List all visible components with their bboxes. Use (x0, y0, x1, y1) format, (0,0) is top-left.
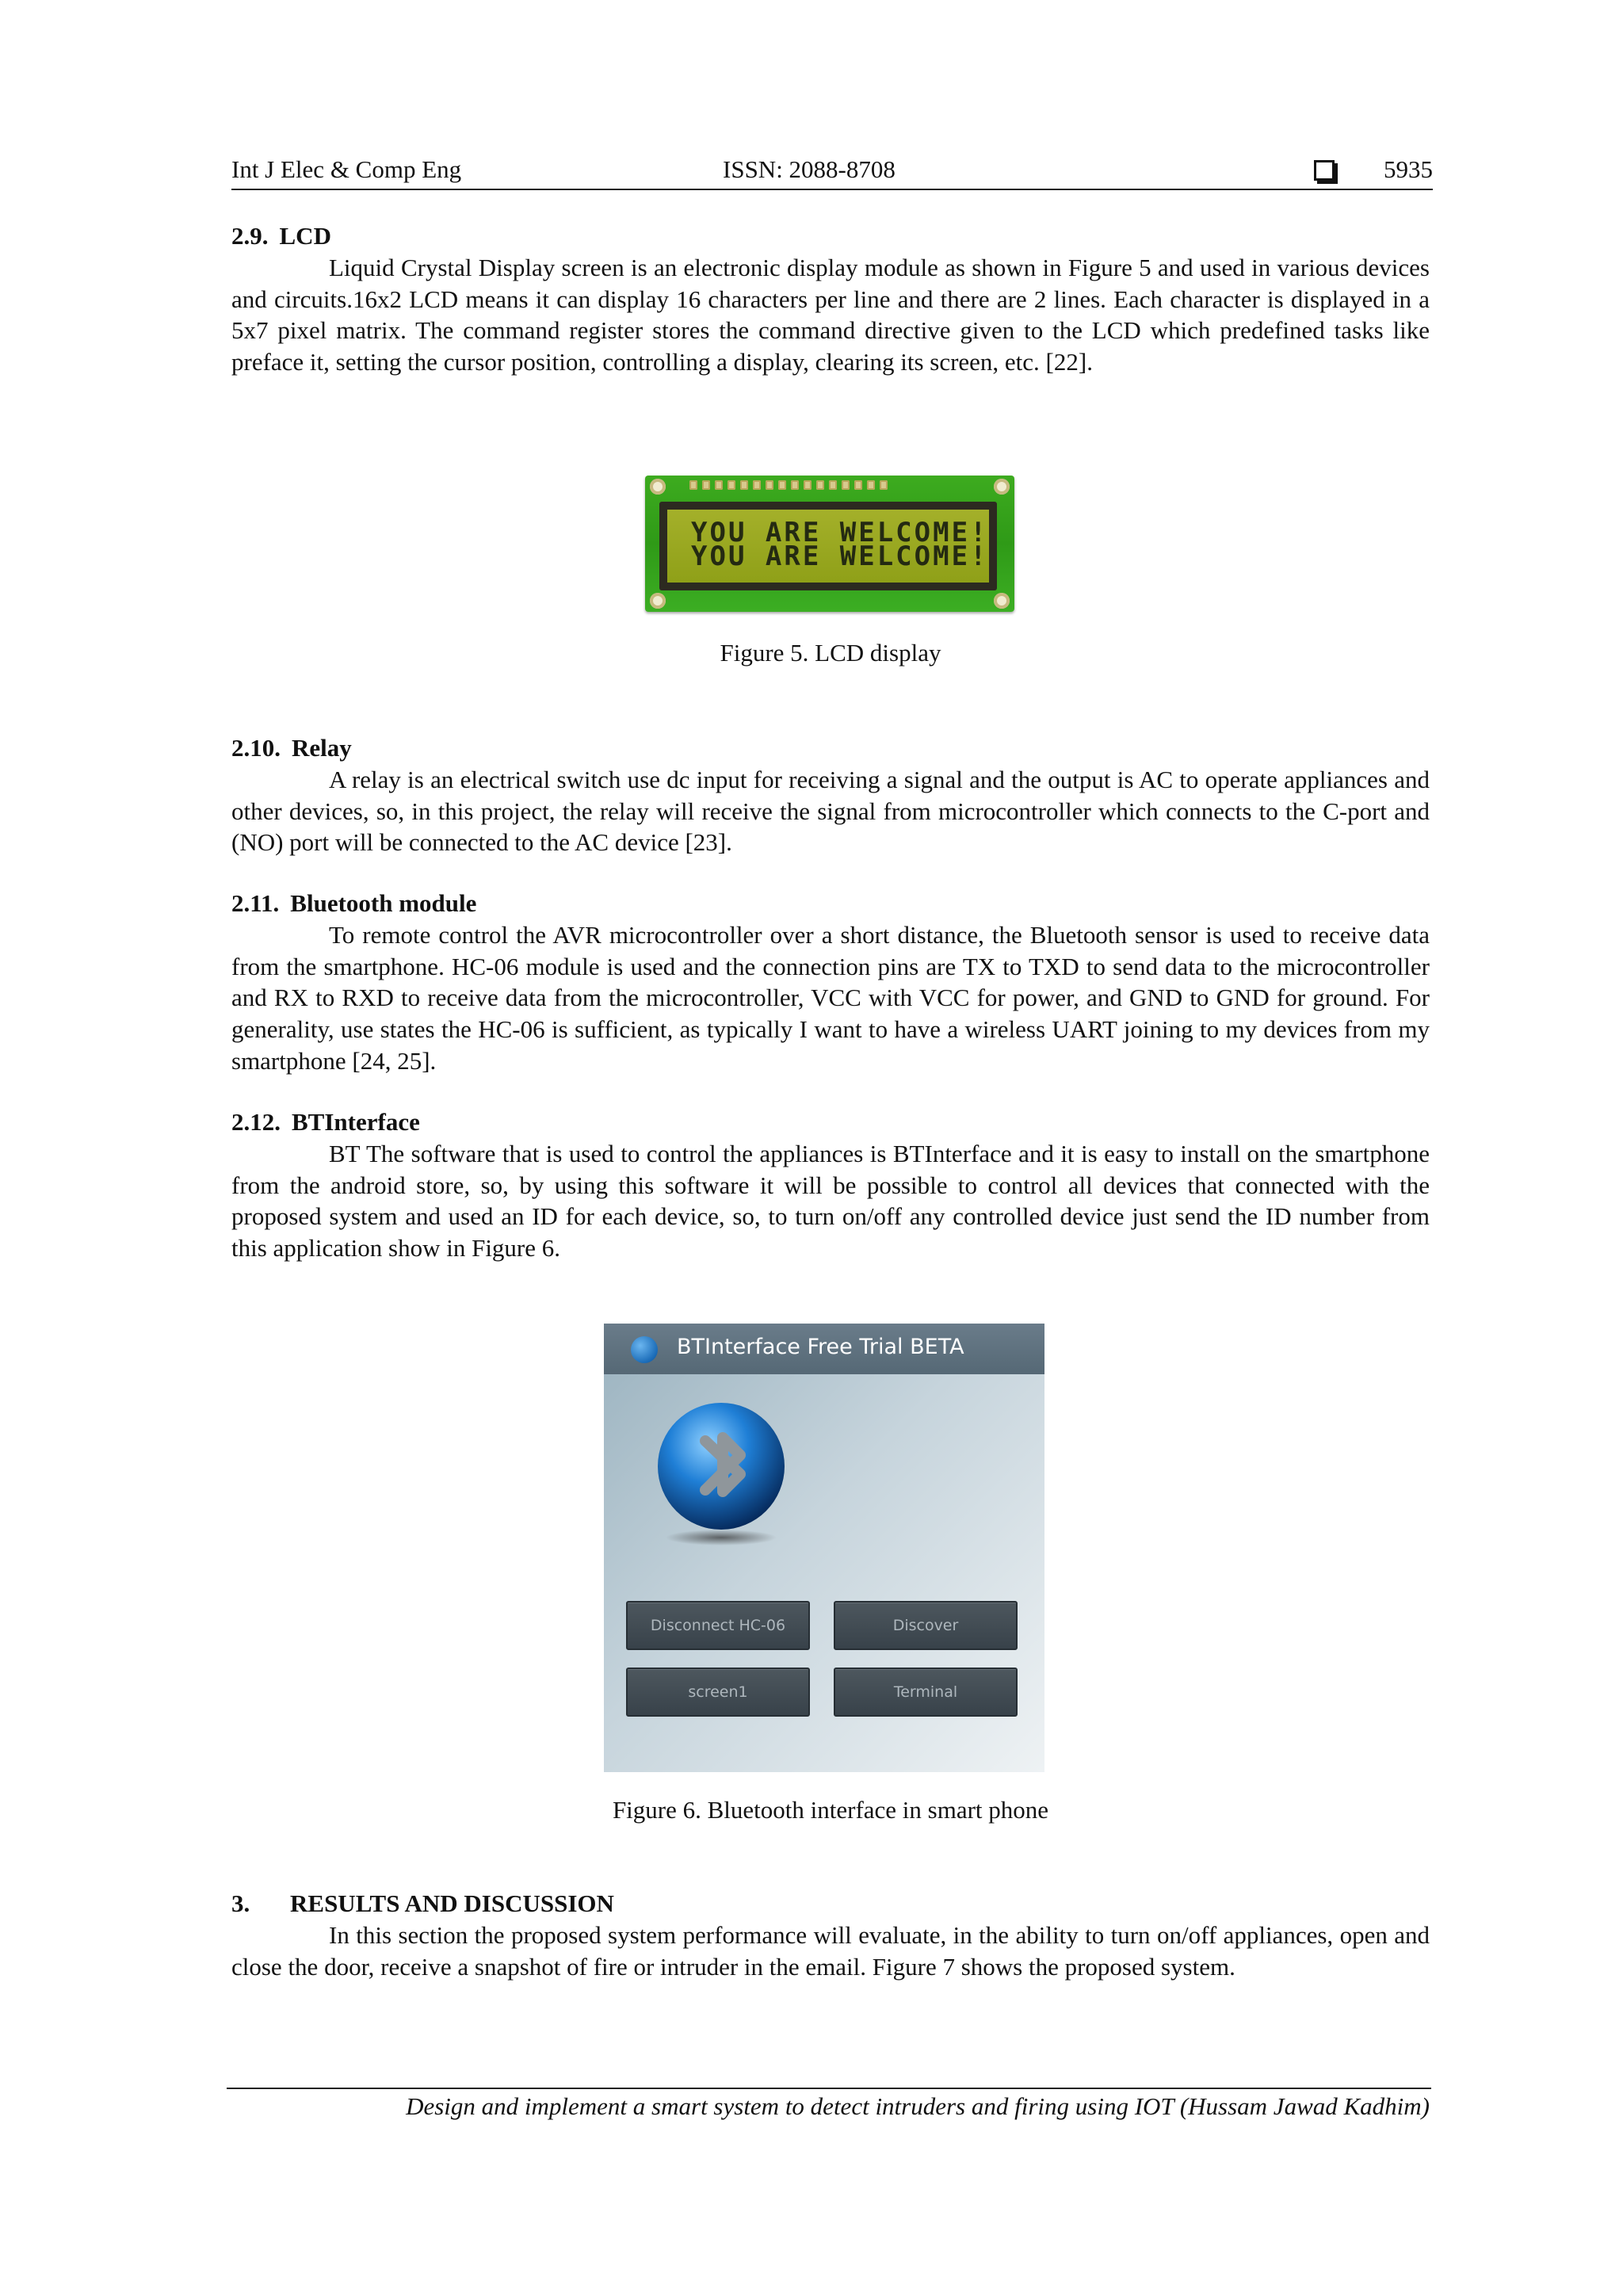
header-pin (778, 480, 786, 490)
section-body-results: In this section the proposed system performance will evaluate, in the ability to turn on/off appliances, open and close the door, receive a snapshot of fire or intruder in the email. Figure 7 shows the proposed system. (231, 1921, 1430, 1981)
journal-name: Int J Elec & Comp Eng (231, 155, 462, 183)
lcd-line-2: YOU ARE WELCOME! (691, 541, 989, 572)
header-pin (854, 480, 862, 490)
mount-hole (994, 479, 1010, 495)
header-pin (702, 480, 710, 490)
header-pin (842, 480, 850, 490)
header-pin (867, 480, 875, 490)
bluetooth-logo-icon (648, 1401, 799, 1552)
section-body-relay: A relay is an electrical switch use dc input for receiving a signal and the output is AC to operate appliances and other devices, so, in this project, the relay will receive the signal from microcontroller which connects to the C-port and (NO) port will be connected to the AC device [23]. (231, 766, 1430, 857)
section-heading-relay: 2.10. Relay (231, 734, 352, 762)
lcd-line-1: YOU ARE WELCOME! (691, 517, 989, 548)
page-number: 5935 (1384, 155, 1433, 183)
lcd-bezel (659, 502, 997, 590)
discover-button[interactable]: Discover (834, 1601, 1018, 1650)
header-pin (727, 480, 735, 490)
header-pin (740, 480, 748, 490)
header-pin (816, 480, 824, 490)
section-body-bluetooth: To remote control the AVR microcontroller over a short distance, the Bluetooth sensor is used to receive data from the smartphone. HC-06 module is used and the connection pins are TX to TXD to send data to the microcontroller and RX to RXD to receive data from the microcontroller, VCC with VCC for power, and GND to GND for ground. For generality, use states the HC-06 is sufficient, as typically I want to have a wireless UART joining to my devices from my smartphone [24, 25]. (231, 921, 1430, 1075)
footer-rule (227, 2088, 1431, 2089)
header-pin (753, 480, 761, 490)
figure-6-caption: Figure 6. Bluetooth interface in smart phone (612, 1796, 1049, 1824)
app-title-bar (604, 1324, 1044, 1374)
btinterface-screenshot (604, 1324, 1044, 1772)
header-pin (766, 480, 773, 490)
terminal-button[interactable]: Terminal (834, 1668, 1018, 1717)
app-title: BTInterface Free Trial BETA (677, 1335, 964, 1359)
header-pin (804, 480, 812, 490)
header-pin (715, 480, 723, 490)
issn: ISSN: 2088-8708 (723, 155, 896, 183)
bluetooth-app-icon (631, 1336, 658, 1363)
disconnect-button[interactable]: Disconnect HC-06 (626, 1601, 810, 1650)
section-heading-btinterface: 2.12. BTInterface (231, 1108, 420, 1136)
header-pin (829, 480, 837, 490)
lcd-screen (667, 510, 989, 583)
header-pin (689, 480, 697, 490)
mount-hole (994, 593, 1010, 609)
running-footer: Design and implement a smart system to detect intruders and firing using IOT (Hussam Jawad Kadhim) (406, 2092, 1430, 2120)
lcd-module-image (645, 476, 1014, 612)
screen1-button[interactable]: screen1 (626, 1668, 810, 1717)
header-pin (880, 480, 888, 490)
running-header (231, 155, 1433, 190)
mount-hole (650, 593, 666, 609)
header-pin (791, 480, 799, 490)
section-body-lcd: Liquid Crystal Display screen is an electronic display module as shown in Figure 5 and used in various devices and circuits.16x2 LCD means it can display 16 characters per line and there are 2 lines. Each character is displayed in a 5x7 pixel matrix. The command register stores the command directive given to the LCD which predefined tasks like preface it, setting the cursor position, controlling a display, clearing its screen, etc. [22]. (231, 254, 1430, 376)
section-heading-results: 3. RESULTS AND DISCUSSION (231, 1889, 614, 1917)
square-bullet-icon (1314, 160, 1335, 181)
section-heading-bluetooth: 2.11. Bluetooth module (231, 889, 477, 917)
figure-5-caption: Figure 5. LCD display (720, 639, 941, 667)
section-heading-lcd: 2.9. LCD (231, 222, 331, 250)
section-body-btinterface: BT The software that is used to control the appliances is BTInterface and it is easy to install on the smartphone from the android store, so, by using this software it will be possible to control all devices that connected with the proposed system and used an ID for each device, so, to turn on/off any controlled device just send the ID number from this application show in Figure 6. (231, 1140, 1430, 1263)
mount-hole (650, 479, 666, 495)
